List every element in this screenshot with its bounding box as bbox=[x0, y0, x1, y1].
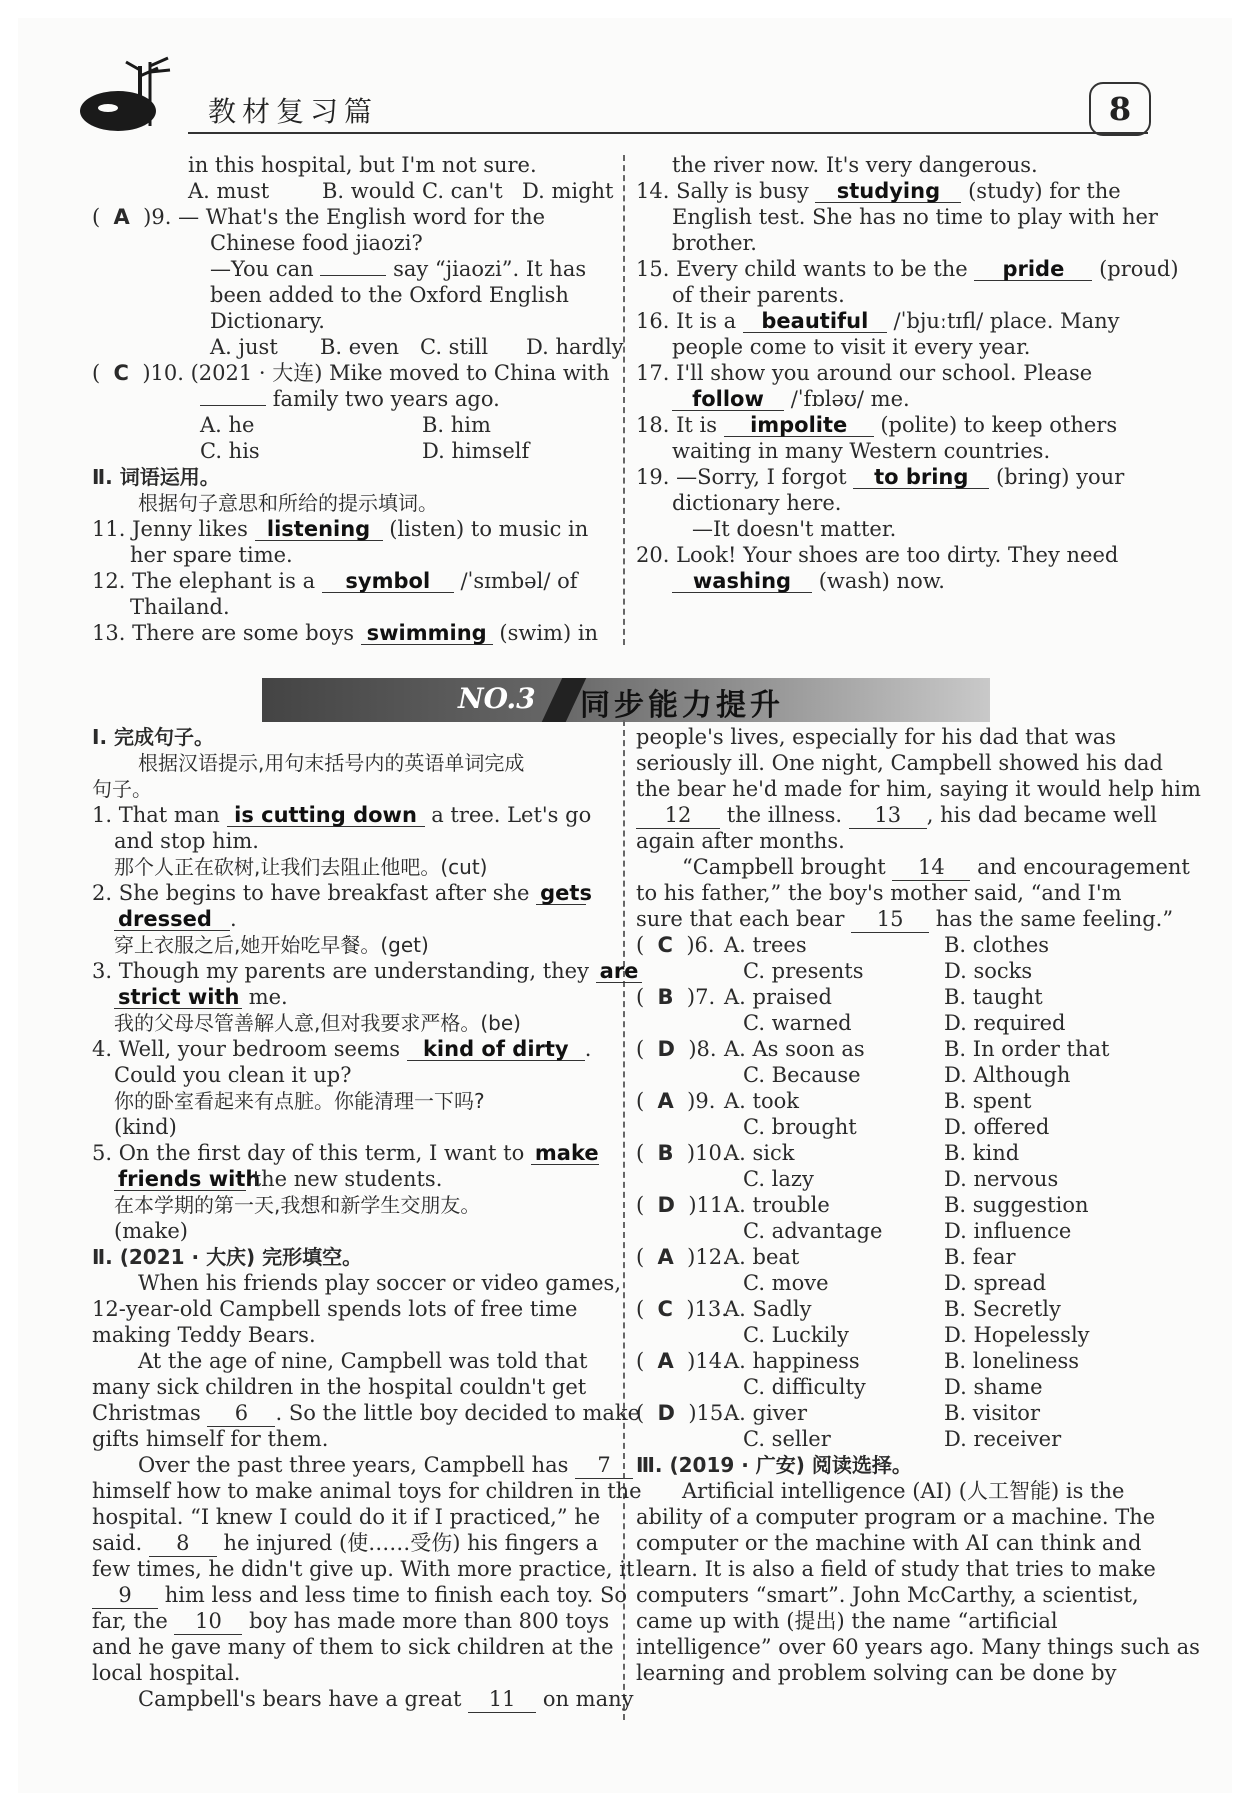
section-title: 教材复习篇 bbox=[208, 95, 379, 128]
text-line: been added to the Oxford English bbox=[210, 283, 569, 307]
cloze-question-row: ( A )12. A. beat B. fear bbox=[636, 1245, 1016, 1269]
passage-line: ability of a computer program or a machine. The bbox=[636, 1505, 1156, 1529]
option-c: C. brought bbox=[743, 1115, 857, 1139]
translation: 你的卧室看起来有点脏。你能清理一下吗? bbox=[114, 1089, 485, 1113]
blank-14: 14 bbox=[892, 854, 970, 881]
passage-line: again after months. bbox=[636, 829, 845, 853]
option-d: D. might bbox=[522, 179, 614, 203]
text-line: Thailand. bbox=[130, 595, 230, 619]
answer-choice: B bbox=[657, 985, 674, 1009]
text-line bbox=[636, 386, 1162, 412]
answer-choice: D bbox=[657, 1037, 675, 1061]
text-line: Dictionary. bbox=[210, 309, 325, 333]
text-line bbox=[92, 256, 612, 282]
cloze-option-row bbox=[636, 1010, 1162, 1036]
answer-fill: studying bbox=[815, 180, 961, 203]
option-a: A. giver bbox=[724, 1401, 808, 1425]
text-span: said. bbox=[92, 1531, 143, 1555]
question-14 bbox=[636, 178, 1162, 204]
cloze-option-row bbox=[636, 1166, 1162, 1192]
answer-choice: B bbox=[657, 1141, 674, 1165]
option-d: D. spread bbox=[944, 1271, 1047, 1295]
passage-line: hospital. “I knew I could do it if I practiced,” he bbox=[92, 1505, 601, 1529]
option-d: D. receiver bbox=[944, 1427, 1062, 1451]
text-span: (listen) to music in bbox=[389, 517, 589, 541]
option-b: B. loneliness bbox=[944, 1349, 1080, 1373]
passage-line: intelligence” over 60 years ago. Many things such as bbox=[636, 1635, 1200, 1659]
question-12 bbox=[92, 568, 612, 594]
text-line bbox=[636, 568, 1162, 594]
instruction: 根据汉语提示,用句末括号内的英语单词完成 bbox=[138, 751, 525, 775]
question-18 bbox=[636, 412, 1162, 438]
page-number: 8 bbox=[1089, 82, 1151, 136]
answer-choice: D bbox=[657, 1401, 675, 1425]
passage-line bbox=[92, 1452, 616, 1478]
answer-fill: follow bbox=[672, 388, 784, 411]
question-9: ( A )9. — What's the English word for the bbox=[92, 205, 546, 229]
text-span: on many bbox=[542, 1687, 634, 1711]
option-a: A. As soon as bbox=[724, 1037, 865, 1061]
option-d: D. nervous bbox=[944, 1167, 1059, 1191]
sentence-5 bbox=[92, 1140, 616, 1166]
passage-line: 12-year-old Campbell spends lots of free time bbox=[92, 1297, 578, 1321]
option-c: C. lazy bbox=[743, 1167, 814, 1191]
option-c: C. move bbox=[743, 1271, 829, 1295]
question-text: )10. (2021 · 大连) Mike moved to China with bbox=[142, 361, 610, 385]
text-line: waiting in many Western countries. bbox=[672, 439, 1051, 463]
banner-title: 同步能力提升 bbox=[580, 688, 784, 723]
passage-line: When his friends play soccer or video games, bbox=[138, 1271, 621, 1295]
cloze-options bbox=[636, 932, 1162, 1452]
option-b: B. would bbox=[322, 179, 416, 203]
option-b: B. Secretly bbox=[944, 1297, 1061, 1321]
answer-choice: C bbox=[113, 361, 129, 385]
option-a: A. took bbox=[724, 1089, 799, 1113]
passage-line: Artificial intelligence (AI) (人工智能) is the bbox=[682, 1479, 1125, 1503]
cloze-question-row: ( D )15. A. giver B. visitor bbox=[636, 1401, 1040, 1425]
text-line: Chinese food jiaozi? bbox=[210, 231, 423, 255]
text-span: . bbox=[230, 907, 237, 931]
question-16 bbox=[636, 308, 1162, 334]
question-15 bbox=[636, 256, 1179, 282]
page-header bbox=[78, 48, 1178, 138]
option-a: A. sick bbox=[724, 1141, 795, 1165]
sentence-3 bbox=[92, 958, 639, 984]
text-span: (polite) to keep others bbox=[880, 413, 1118, 437]
text-line: and stop him. bbox=[114, 829, 259, 853]
text-span: him less and less time to finish each toy. So bbox=[164, 1583, 628, 1607]
option-c: C. warned bbox=[743, 1011, 852, 1035]
question-number: )7. bbox=[686, 985, 716, 1009]
option-b: B. In order that bbox=[944, 1037, 1110, 1061]
option-c: C. Luckily bbox=[743, 1323, 849, 1347]
right-column-bottom bbox=[636, 724, 1201, 1686]
text-span: boy has made more than 800 toys bbox=[249, 1609, 610, 1633]
text-span: (swim) in bbox=[499, 621, 599, 645]
option-c: C. presents bbox=[743, 959, 864, 983]
text-span: . So the little boy decided to make bbox=[275, 1401, 641, 1425]
option-d: D. offered bbox=[944, 1115, 1050, 1139]
sentence-4 bbox=[92, 1036, 616, 1062]
passage-line: computer or the machine with AI can think and bbox=[636, 1531, 1142, 1555]
text-line: of their parents. bbox=[672, 283, 845, 307]
options-row bbox=[92, 438, 612, 464]
options-row bbox=[92, 412, 612, 438]
option-c: C. seller bbox=[743, 1427, 831, 1451]
option-c: C. Because bbox=[743, 1063, 861, 1087]
text-span: 12. The elephant is a bbox=[92, 569, 316, 593]
blank-6: 6 bbox=[207, 1400, 275, 1427]
passage-line bbox=[636, 854, 1190, 880]
section-heading: Ⅱ. (2021 · 大庆) 完形填空。 bbox=[92, 1245, 363, 1269]
text-span: a tree. Let's go bbox=[431, 803, 592, 827]
option-a: A. praised bbox=[724, 985, 832, 1009]
passage-line: the bear he'd made for him, saying it would help him bbox=[636, 777, 1201, 801]
text-span: 5. On the first day of this term, I want to bbox=[92, 1141, 525, 1165]
header-rule bbox=[188, 132, 1148, 134]
section-heading: Ⅰ. 完成句子。 bbox=[92, 725, 215, 749]
cloze-option-row bbox=[636, 1374, 1162, 1400]
answer-fill: is cutting down bbox=[227, 804, 425, 827]
passage-line: seriously ill. One night, Campbell showed his dad bbox=[636, 751, 1163, 775]
passage-line: himself how to make animal toys for children in the bbox=[92, 1479, 642, 1503]
text-span: Christmas bbox=[92, 1401, 201, 1425]
passage-line: many sick children in the hospital couldn't get bbox=[92, 1375, 587, 1399]
cloze-question-row: ( D )8. A. As soon as B. In order that bbox=[636, 1037, 1110, 1061]
text-span: (study) for the bbox=[968, 179, 1121, 203]
cloze-option-row bbox=[636, 1322, 1162, 1348]
option-d: D. influence bbox=[944, 1219, 1072, 1243]
translation: 那个人正在砍树,让我们去阻止他吧。(cut) bbox=[114, 855, 488, 879]
answer-fill: listening bbox=[255, 518, 383, 541]
instruction: 根据句子意思和所给的提示填词。 bbox=[138, 491, 438, 515]
blank-13: 13 bbox=[849, 802, 927, 829]
answer-fill: gets bbox=[536, 882, 586, 905]
translation: 我的父母尽管善解人意,但对我要求严格。(be) bbox=[114, 1011, 521, 1035]
option-b: B. kind bbox=[944, 1141, 1020, 1165]
question-number: )14. bbox=[687, 1349, 729, 1373]
option-a: A. just bbox=[210, 335, 278, 359]
passage-line: few times, he didn't give up. With more practice, it bbox=[92, 1557, 635, 1581]
text-line: —It doesn't matter. bbox=[692, 517, 897, 541]
translation: 穿上衣服之后,她开始吃早餐。(get) bbox=[114, 933, 429, 957]
sentence-1 bbox=[92, 802, 616, 828]
blank-15: 15 bbox=[851, 906, 929, 933]
text-span: say “jiaozi”. It has bbox=[393, 257, 587, 281]
text-line: in this hospital, but I'm not sure. bbox=[188, 153, 537, 177]
text-line: brother. bbox=[672, 231, 757, 255]
cloze-question-row: ( A )14. A. happiness B. loneliness bbox=[636, 1349, 1080, 1373]
answer-fill: swimming bbox=[361, 622, 493, 645]
option-a: A. beat bbox=[724, 1245, 800, 1269]
text-span: /ˈsɪmbəl/ of bbox=[460, 569, 578, 593]
text-span: far, the bbox=[92, 1609, 168, 1633]
passage-line: learning and problem solving can be done by bbox=[636, 1661, 1117, 1685]
text-span: (wash) now. bbox=[818, 569, 945, 593]
cloze-option-row bbox=[636, 958, 1162, 984]
question-13 bbox=[92, 620, 612, 646]
text-line: her spare time. bbox=[130, 543, 293, 567]
blank-12: 12 bbox=[636, 802, 720, 829]
question-17: 17. I'll show you around our school. Please bbox=[636, 361, 1093, 385]
text-span: (bring) your bbox=[995, 465, 1125, 489]
text-span: —You can bbox=[210, 257, 314, 281]
text-span: has the same feeling.” bbox=[935, 907, 1174, 931]
text-line: the river now. It's very dangerous. bbox=[672, 153, 1038, 177]
text-span: 11. Jenny likes bbox=[92, 517, 248, 541]
text-line bbox=[92, 906, 616, 932]
passage-line bbox=[92, 1582, 628, 1608]
text-span: 14. Sally is busy bbox=[636, 179, 809, 203]
answer-fill: friends with bbox=[114, 1168, 246, 1191]
option-c: C. can't bbox=[422, 179, 503, 203]
answer-choice: A bbox=[657, 1245, 674, 1269]
cloze-question-row: ( C )6. A. trees B. clothes bbox=[636, 933, 1050, 957]
passage-line: came up with (提出) the name “artificial bbox=[636, 1609, 1058, 1633]
answer-fill: symbol bbox=[322, 570, 454, 593]
question-number: )15. bbox=[688, 1401, 730, 1425]
text-span: (proud) bbox=[1099, 257, 1179, 281]
options-row bbox=[92, 334, 624, 360]
passage-line: At the age of nine, Campbell was told that bbox=[138, 1349, 588, 1373]
text-span: Campbell's bears have a great bbox=[138, 1687, 462, 1711]
cloze-option-row bbox=[636, 1270, 1162, 1296]
cloze-question-row: ( D )11. A. trouble B. suggestion bbox=[636, 1193, 1089, 1217]
option-a: A. Sadly bbox=[724, 1297, 812, 1321]
answer-choice: A bbox=[657, 1089, 674, 1113]
text-span: me. bbox=[248, 985, 288, 1009]
option-d: D. hardly bbox=[526, 335, 624, 359]
option-d: D. himself bbox=[422, 439, 530, 463]
option-c: C. advantage bbox=[743, 1219, 883, 1243]
text-span: /ˈbjuːtɪfl/ place. Many bbox=[893, 309, 1120, 333]
option-a: A. trees bbox=[724, 933, 807, 957]
question-number: )12. bbox=[687, 1245, 729, 1269]
answer-fill: are bbox=[596, 960, 642, 983]
question-20: 20. Look! Your shoes are too dirty. They need bbox=[636, 543, 1119, 567]
passage-line: making Teddy Bears. bbox=[92, 1323, 316, 1347]
text-span: 13. There are some boys bbox=[92, 621, 354, 645]
blank-10: 10 bbox=[174, 1608, 242, 1635]
question-number: )9. bbox=[687, 1089, 716, 1113]
banner-number: NO.3 bbox=[458, 682, 536, 715]
passage-line: local hospital. bbox=[92, 1661, 241, 1685]
right-column-top bbox=[636, 152, 1179, 594]
answer-fill: beautiful bbox=[743, 310, 887, 333]
instruction: 句子。 bbox=[92, 777, 152, 801]
cloze-option-row bbox=[636, 1218, 1162, 1244]
text-span: 3. Though my parents are understanding, they bbox=[92, 959, 589, 983]
option-d: D. shame bbox=[944, 1375, 1043, 1399]
blank-11: 11 bbox=[468, 1686, 536, 1713]
text-span: 15. Every child wants to be the bbox=[636, 257, 968, 281]
passage-line bbox=[636, 802, 1162, 828]
translation: 在本学期的第一天,我想和新学生交朋友。 bbox=[114, 1193, 481, 1217]
text-span: the illness. bbox=[726, 803, 843, 827]
question-number: )11. bbox=[688, 1193, 730, 1217]
passage-line: people's lives, especially for his dad that was bbox=[636, 725, 1116, 749]
cloze-question-row: ( B )10. A. sick B. kind bbox=[636, 1141, 1020, 1165]
passage-line: to his father,” the boy's mother said, “and I'm bbox=[636, 881, 1122, 905]
text-span: 4. Well, your bedroom seems bbox=[92, 1037, 401, 1061]
option-b: B. him bbox=[422, 413, 491, 437]
passage-line: and he gave many of them to sick children at the bbox=[92, 1635, 614, 1659]
text-span: the new students. bbox=[252, 1167, 443, 1191]
question-19 bbox=[636, 464, 1162, 490]
option-c: C. difficulty bbox=[743, 1375, 866, 1399]
text-span: “Campbell brought bbox=[682, 855, 886, 879]
text-span: Over the past three years, Campbell has bbox=[138, 1453, 569, 1477]
passage-line bbox=[636, 906, 1174, 932]
answer-choice: C bbox=[657, 933, 673, 957]
options-row bbox=[92, 178, 612, 204]
cloze-question-row: ( B )7. A. praised B. taught bbox=[636, 985, 1043, 1009]
section-banner bbox=[262, 678, 990, 722]
option-b: B. suggestion bbox=[944, 1193, 1089, 1217]
option-b: B. clothes bbox=[944, 933, 1050, 957]
question-number: )13. bbox=[686, 1297, 728, 1321]
text-span: , his dad became well bbox=[926, 803, 1157, 827]
answer-fill: impolite bbox=[724, 414, 874, 437]
text-line: dictionary here. bbox=[672, 491, 842, 515]
answer-fill: pride bbox=[974, 258, 1092, 281]
text-span: . bbox=[584, 1037, 592, 1061]
blank-line bbox=[320, 275, 386, 276]
text-span: 2. She begins to have breakfast after she bbox=[92, 881, 530, 905]
text-line bbox=[92, 984, 616, 1010]
question-number: )6. bbox=[686, 933, 715, 957]
blank-7: 7 bbox=[575, 1452, 633, 1479]
text-line bbox=[92, 386, 612, 412]
section-heading: Ⅱ. 词语运用。 bbox=[92, 465, 220, 489]
sentence-2 bbox=[92, 880, 616, 906]
option-b: B. taught bbox=[944, 985, 1043, 1009]
option-a: A. he bbox=[200, 413, 255, 437]
text-span: 18. It is bbox=[636, 413, 717, 437]
text-line: English test. She has no time to play with her bbox=[672, 205, 1158, 229]
answer-choice: D bbox=[657, 1193, 675, 1217]
left-column-bottom bbox=[92, 724, 642, 1712]
text-span: 19. —Sorry, I forgot bbox=[636, 465, 847, 489]
section-heading: Ⅲ. (2019 · 广安) 阅读选择。 bbox=[636, 1453, 912, 1477]
text-span: sure that each bear bbox=[636, 907, 845, 931]
bamboo-logo-icon bbox=[78, 56, 188, 136]
passage-line bbox=[92, 1686, 634, 1712]
answer-choice: C bbox=[657, 1297, 673, 1321]
text-span: 1. That man bbox=[92, 803, 220, 827]
column-divider bbox=[623, 155, 625, 645]
answer-fill: to bring bbox=[853, 466, 989, 489]
cloze-option-row bbox=[636, 1114, 1162, 1140]
passage-line: gifts himself for them. bbox=[92, 1427, 329, 1451]
option-d: D. Although bbox=[944, 1063, 1071, 1087]
option-b: B. visitor bbox=[944, 1401, 1040, 1425]
option-b: B. even bbox=[320, 335, 400, 359]
question-number: )10. bbox=[686, 1141, 729, 1165]
answer-fill: make bbox=[531, 1142, 599, 1165]
answer-fill: kind of dirty bbox=[407, 1038, 585, 1061]
question-text: )9. — What's the English word for the bbox=[143, 205, 546, 229]
option-d: D. socks bbox=[944, 959, 1033, 983]
option-b: B. spent bbox=[944, 1089, 1032, 1113]
question-10: ( C )10. (2021 · 大连) Mike moved to China with bbox=[92, 361, 610, 385]
text-span: family two years ago. bbox=[272, 387, 500, 411]
option-a: A. trouble bbox=[724, 1193, 830, 1217]
text-line: (make) bbox=[114, 1219, 188, 1243]
option-a: A. happiness bbox=[724, 1349, 860, 1373]
answer-choice: A bbox=[657, 1349, 674, 1373]
text-line: people come to visit it every year. bbox=[672, 335, 1031, 359]
cloze-question-row: ( A )9. A. took B. spent bbox=[636, 1089, 1032, 1113]
option-a: A. must bbox=[188, 179, 270, 203]
option-d: D. Hopelessly bbox=[944, 1323, 1090, 1347]
question-number: )8. bbox=[688, 1037, 717, 1061]
text-span: he injured (使……受伤) his fingers a bbox=[223, 1531, 599, 1555]
option-c: C. his bbox=[200, 439, 260, 463]
blank-line bbox=[200, 405, 266, 406]
answer-fill: strict with bbox=[114, 986, 242, 1009]
passage-line bbox=[92, 1608, 616, 1634]
option-d: D. required bbox=[944, 1011, 1066, 1035]
answer-choice: A bbox=[113, 205, 130, 229]
text-span: /ˈfɒləʊ/ me. bbox=[790, 387, 910, 411]
passage-line bbox=[92, 1400, 641, 1426]
text-span: 16. It is a bbox=[636, 309, 737, 333]
left-column-top bbox=[92, 152, 624, 646]
text-line: (kind) bbox=[114, 1115, 177, 1139]
option-b: B. fear bbox=[944, 1245, 1016, 1269]
answer-fill: washing bbox=[672, 570, 812, 593]
text-line: Could you clean it up? bbox=[114, 1063, 352, 1087]
option-c: C. still bbox=[420, 335, 489, 359]
text-span: and encouragement bbox=[977, 855, 1190, 879]
cloze-option-row bbox=[636, 1426, 1162, 1452]
blank-9: 9 bbox=[92, 1582, 158, 1609]
question-11 bbox=[92, 516, 612, 542]
text-line bbox=[92, 1166, 616, 1192]
answer-fill: dressed bbox=[114, 908, 230, 931]
cloze-option-row bbox=[636, 1062, 1162, 1088]
blank-8: 8 bbox=[149, 1530, 217, 1557]
cloze-question-row: ( C )13. A. Sadly B. Secretly bbox=[636, 1297, 1061, 1321]
passage-line: learn. It is also a field of study that tries to make bbox=[636, 1557, 1156, 1581]
passage-line: computers “smart”. John McCarthy, a scientist, bbox=[636, 1583, 1139, 1607]
passage-line bbox=[92, 1530, 616, 1556]
